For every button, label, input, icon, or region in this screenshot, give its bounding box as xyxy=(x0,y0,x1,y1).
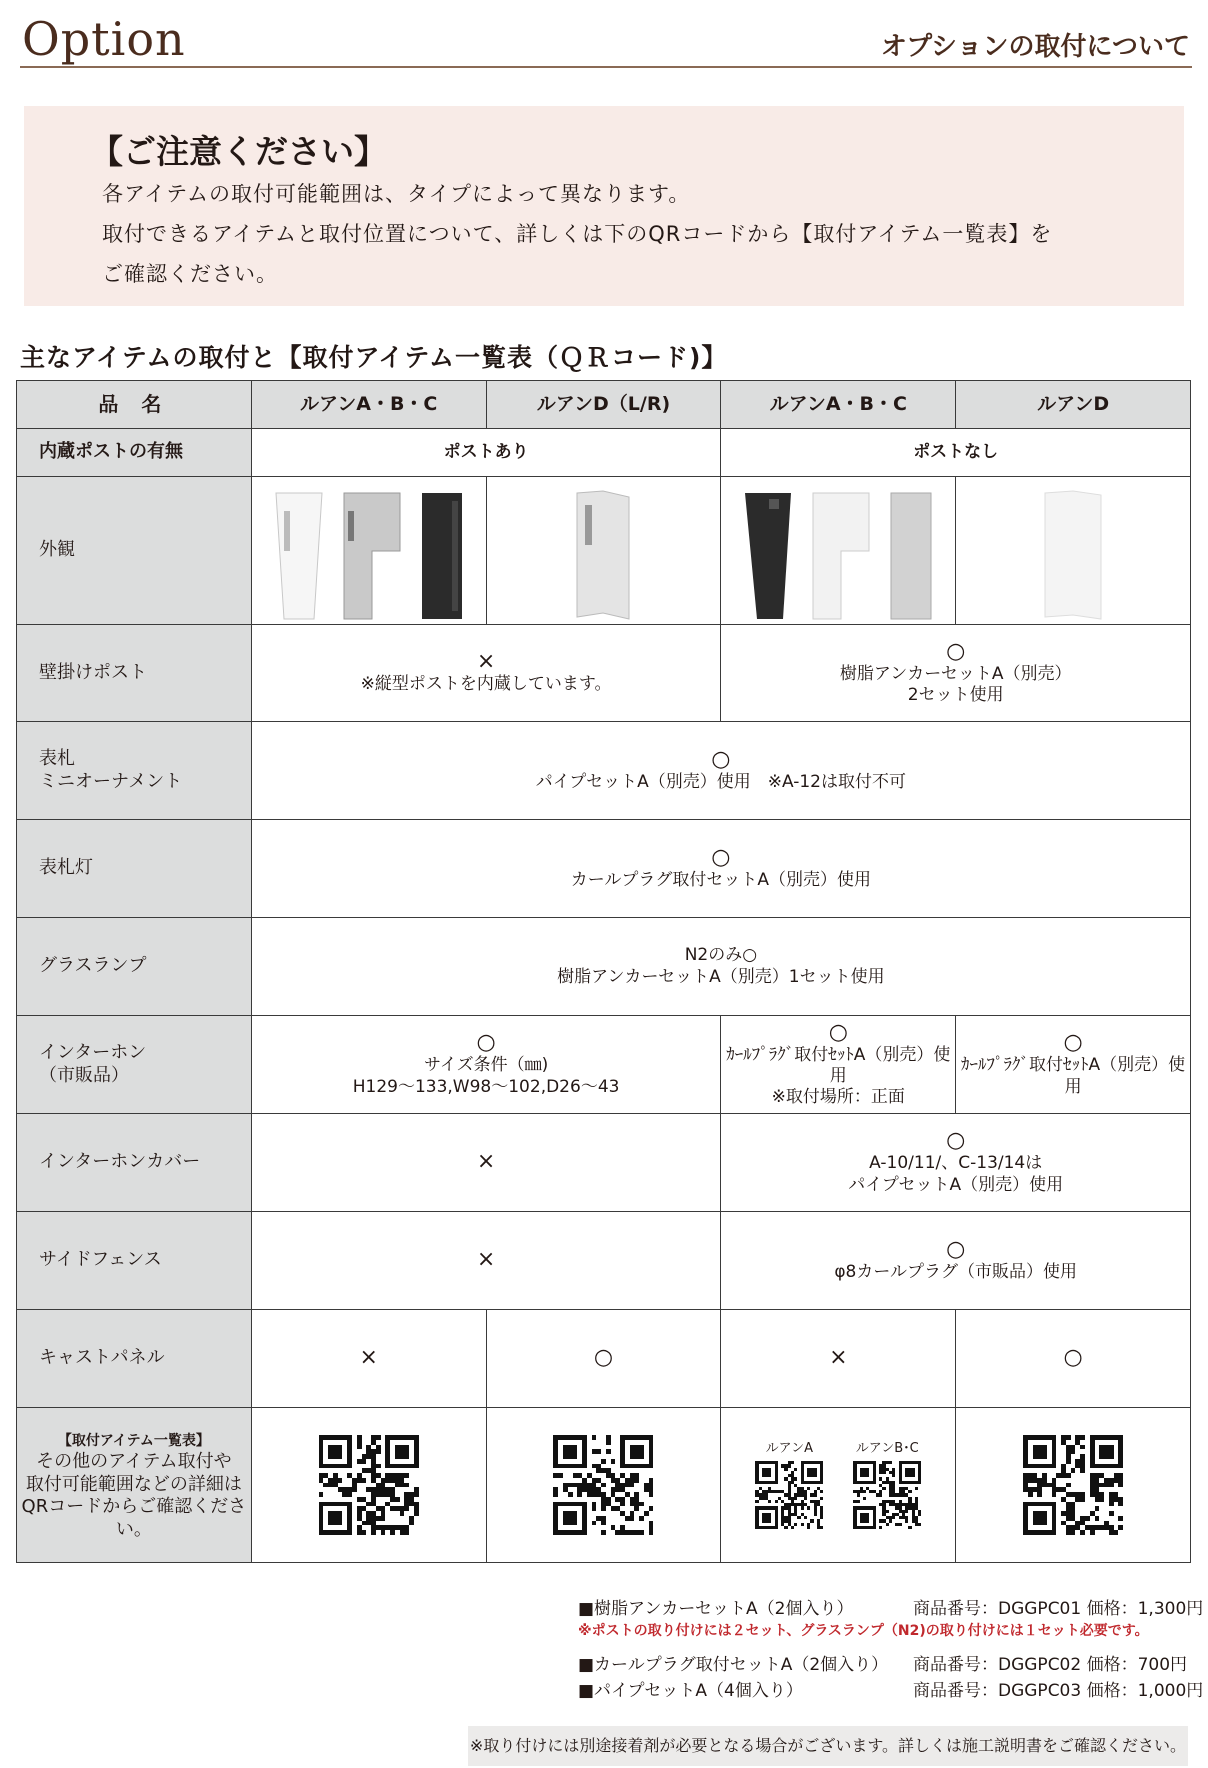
qr-cell xyxy=(721,1408,956,1563)
product-code: 商品番号：DGGPC02 価格：700円 xyxy=(913,1655,1188,1675)
row-label: グラスランプ xyxy=(17,918,252,1016)
bottom-note: ※取り付けには別途接着剤が必要となる場合がございます。詳しくは施工説明書をご確認ください。 xyxy=(468,1726,1188,1766)
table-row xyxy=(17,477,1191,625)
cell xyxy=(721,1016,956,1114)
cell xyxy=(251,820,1190,918)
notice-line: 各アイテムの取付可能範囲は、タイプによって異なります。 xyxy=(102,182,691,206)
row-label: サイドフェンス xyxy=(17,1212,252,1310)
circle-mark: ○ xyxy=(828,1019,848,1045)
cell-text: ｶｰﾙﾌﾟﾗｸﾞ取付ｾｯﾄA（別売）使用 xyxy=(726,1044,951,1086)
cell-text: 2セット使用 xyxy=(907,685,1004,706)
notice-line: 取付できるアイテムと取付位置について、詳しくは下のQRコードから【取付アイテム一覧表】を xyxy=(102,222,1053,246)
cell xyxy=(251,1310,486,1408)
product-image-cell xyxy=(956,477,1191,625)
row-label-line: 表札 xyxy=(39,748,75,769)
cell xyxy=(721,1212,1191,1310)
row-label xyxy=(17,1408,252,1563)
product-code: 商品番号：DGGPC01 価格：1,300円 xyxy=(913,1599,1204,1619)
cell-text: ｶｰﾙﾌﾟﾗｸﾞ取付ｾｯﾄA（別売）使用 xyxy=(961,1055,1186,1097)
cell-text: カールプラグ取付セットA（別売）使用 xyxy=(570,869,872,890)
qr-cell xyxy=(486,1408,721,1563)
header-cell: ルアンA・B・C xyxy=(251,381,486,429)
row-label xyxy=(17,722,252,820)
row-label: キャストパネル xyxy=(17,1310,252,1408)
cell xyxy=(251,918,1190,1016)
cell-text: φ8カールプラグ（市販品）使用 xyxy=(834,1261,1078,1282)
row-label: 内蔵ポストの有無 xyxy=(17,429,252,477)
circle-mark: ○ xyxy=(1063,1345,1083,1371)
product-code: 商品番号：DGGPC03 価格：1,000円 xyxy=(913,1681,1204,1701)
qr-label-line: 取付可能範囲などの詳細は xyxy=(25,1473,242,1495)
notice-line: ご確認ください。 xyxy=(102,262,278,286)
table-row xyxy=(17,1114,1191,1212)
cell xyxy=(486,1310,721,1408)
product-image xyxy=(811,491,871,621)
page-title: Option xyxy=(22,12,186,66)
circle-mark: ○ xyxy=(1063,1030,1083,1056)
cell-text: 樹脂アンカーセットA（別売） xyxy=(839,663,1072,684)
table-row xyxy=(17,625,1191,722)
row-label: 外観 xyxy=(17,477,252,625)
cross-mark: × xyxy=(829,1345,848,1371)
cell xyxy=(956,1310,1191,1408)
table-row xyxy=(17,1408,1191,1563)
page-subtitle: オプションの取付について xyxy=(880,32,1190,62)
cell-text: ※縦型ポストを内蔵しています。 xyxy=(360,674,612,695)
cell-text: パイプセットA（別売）使用 ※A-12は取付不可 xyxy=(535,771,906,792)
notice-title: 【ご注意ください】 xyxy=(90,132,387,171)
circle-mark: ○ xyxy=(476,1030,496,1056)
row-label: 表札灯 xyxy=(17,820,252,918)
qr-cell xyxy=(956,1408,1191,1563)
header-divider xyxy=(20,66,1192,68)
cell xyxy=(251,625,721,722)
qr-code[interactable] xyxy=(1023,1435,1123,1535)
product-image-cell xyxy=(251,477,486,625)
product-image-cell xyxy=(721,477,956,625)
product-image xyxy=(420,491,464,621)
table-row xyxy=(17,722,1191,820)
table-row xyxy=(17,381,1191,429)
section-title: 主なアイテムの取付と【取付アイテム一覧表（ＱＲコード)】 xyxy=(20,343,728,372)
table-row xyxy=(17,1016,1191,1114)
cell xyxy=(251,1114,721,1212)
cell-text: パイプセットA（別売）使用 xyxy=(848,1174,1064,1195)
row-label: 壁掛けポスト xyxy=(17,625,252,722)
circle-mark: ○ xyxy=(946,638,966,664)
cell xyxy=(721,625,1191,722)
product-name: ■カールプラグ取付セットA（2個入り） xyxy=(578,1655,889,1675)
product-name: ■パイプセットA（4個入り） xyxy=(578,1681,803,1701)
row-label-line: ミニオーナメント xyxy=(39,770,183,792)
product-image xyxy=(575,489,631,621)
product-name: ■樹脂アンカーセットA（2個入り） xyxy=(578,1599,854,1619)
circle-mark: ○ xyxy=(711,746,731,772)
table-row xyxy=(17,820,1191,918)
header-cell: ルアンA・B・C xyxy=(721,381,956,429)
cell: ポストなし xyxy=(721,429,1191,477)
product-image xyxy=(342,491,402,621)
product-image xyxy=(743,491,793,621)
circle-mark: ○ xyxy=(946,1128,966,1154)
cross-mark: × xyxy=(476,1247,496,1273)
cell-text: A-10/11/、C-13/14は xyxy=(869,1153,1043,1174)
qr-label-title: 【取付アイテム一覧表】 xyxy=(57,1432,210,1449)
cross-mark: × xyxy=(476,1149,496,1175)
cell-text: N2のみ○ xyxy=(684,945,758,966)
header-cell: ルアンD xyxy=(956,381,1191,429)
product-image xyxy=(1043,489,1103,621)
product-note: ※ポストの取り付けには２セット、グラスランプ（N2)の取り付けには１セット必要です。 xyxy=(578,1623,1149,1639)
row-label-line: （市販品） xyxy=(39,1064,129,1086)
cell xyxy=(251,1016,721,1114)
row-label xyxy=(17,1016,252,1114)
cross-mark: × xyxy=(359,1345,378,1371)
cell-text: 樹脂アンカーセットA（別売）1セット使用 xyxy=(557,966,885,987)
cell xyxy=(251,1212,721,1310)
header-label: 品 名 xyxy=(17,381,252,429)
row-label: インターホンカバー xyxy=(17,1114,252,1212)
qr-label-line: その他のアイテム取付や xyxy=(36,1451,232,1473)
product-image xyxy=(274,491,324,621)
cell xyxy=(721,1310,956,1408)
qr-caption: ルアンA xyxy=(765,1440,813,1456)
cell-text: H129～133,W98～102,D26～43 xyxy=(352,1076,620,1097)
qr-cell xyxy=(251,1408,486,1563)
item-table xyxy=(16,380,1191,1563)
circle-mark: ○ xyxy=(711,844,731,870)
row-label-line: インターホン xyxy=(39,1042,147,1063)
table-row xyxy=(17,1212,1191,1310)
cross-mark: × xyxy=(476,649,496,675)
table-row xyxy=(17,918,1191,1016)
qr-code[interactable] xyxy=(319,1435,419,1535)
notice-box xyxy=(24,106,1184,306)
cell: ポストあり xyxy=(251,429,721,477)
cell xyxy=(721,1114,1191,1212)
circle-mark: ○ xyxy=(593,1345,614,1371)
qr-code[interactable] xyxy=(553,1435,653,1535)
cell xyxy=(956,1016,1191,1114)
table-row xyxy=(17,1310,1191,1408)
qr-label-line: QRコードからご確認ください。 xyxy=(21,1496,247,1540)
cell-text: ※取付場所：正面 xyxy=(771,1087,905,1108)
qr-code[interactable] xyxy=(755,1461,823,1529)
cell-text: サイズ条件（㎜) xyxy=(423,1055,549,1076)
cell xyxy=(251,722,1190,820)
table-row xyxy=(17,429,1191,477)
product-image xyxy=(889,491,933,621)
header-cell: ルアンD（L/R) xyxy=(486,381,721,429)
product-image-cell xyxy=(486,477,721,625)
qr-code[interactable] xyxy=(853,1461,921,1529)
circle-mark: ○ xyxy=(946,1236,966,1262)
qr-caption: ルアンB･C xyxy=(855,1440,919,1456)
